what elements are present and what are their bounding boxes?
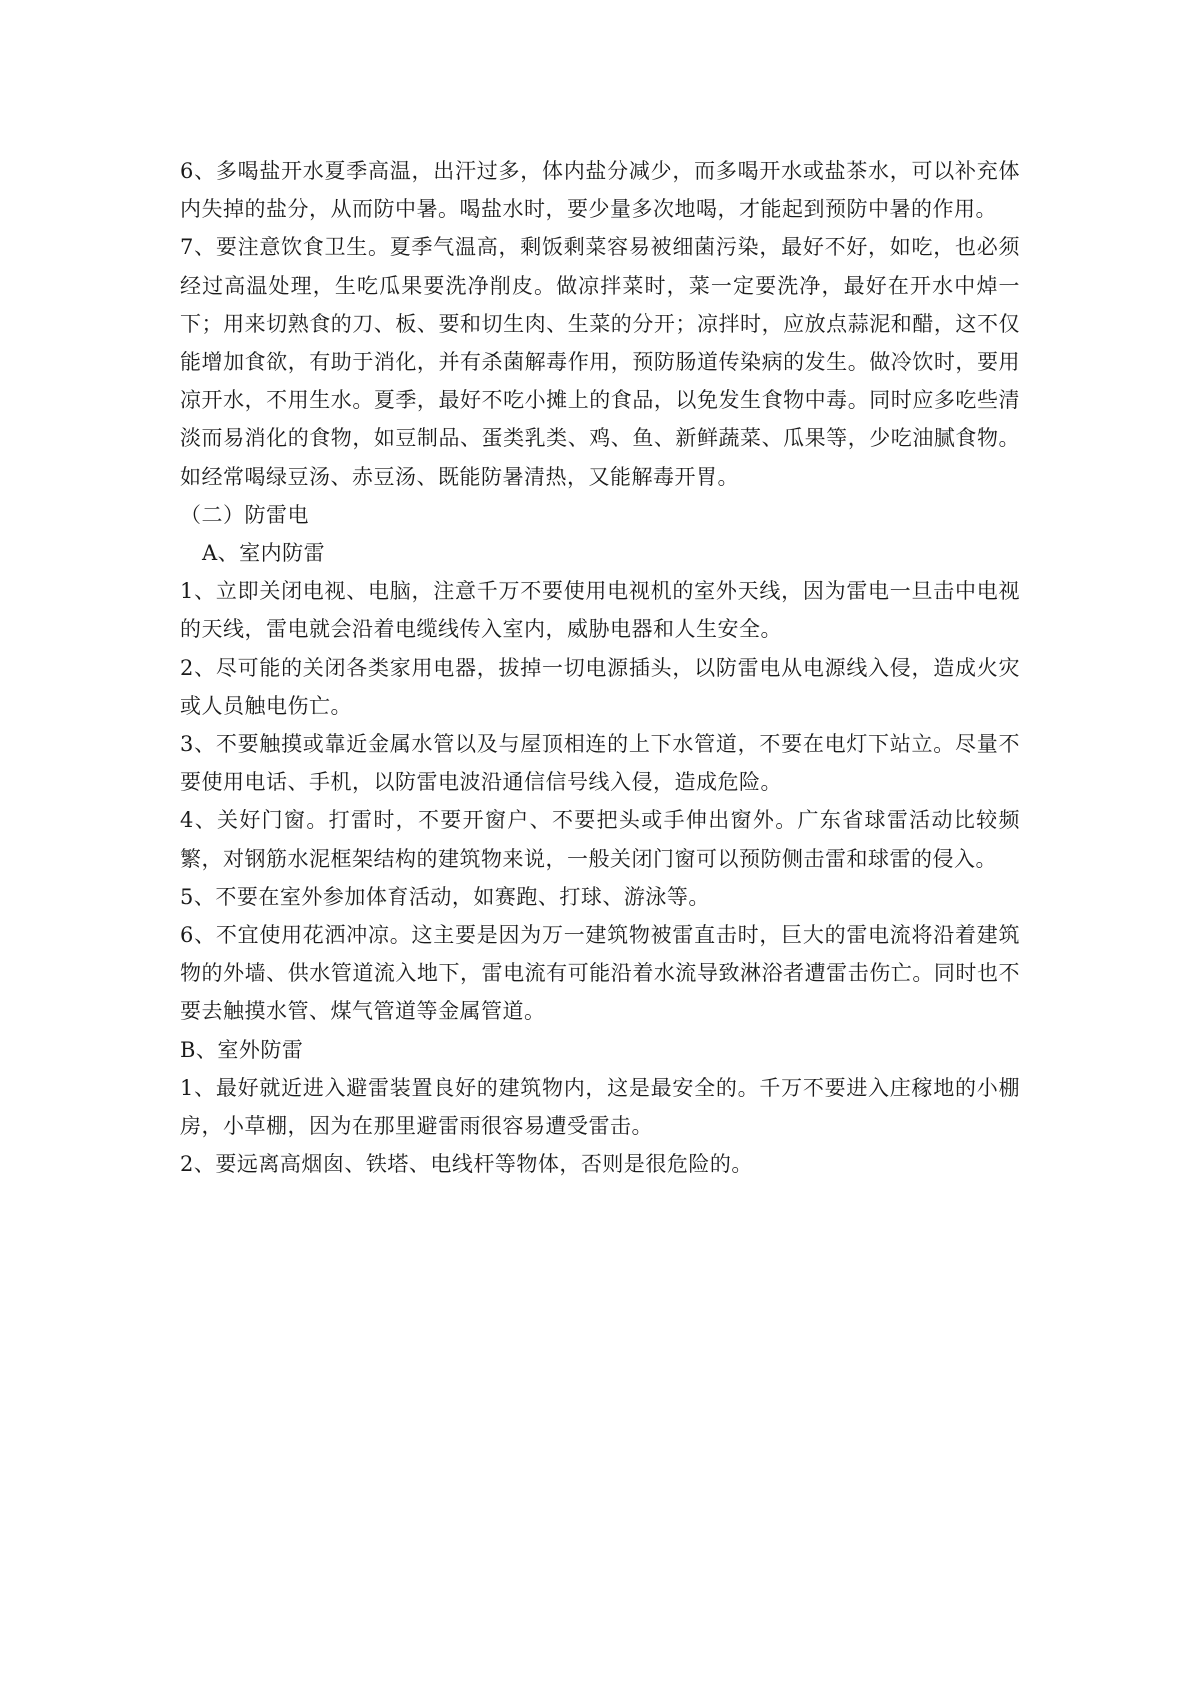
document-body [180,152,1020,1183]
paragraph-food-hygiene: 7、要注意饮食卫生。夏季气温高，剩饭剩菜容易被细菌污染，最好不好，如吃，也必须经过高温处理，生吃瓜果要洗净削皮。做凉拌菜时，菜一定要洗净，最好在开水中焯一下；用来切熟食的刀、板、要和切生肉、生菜的分开；凉拌时，应放点蒜泥和醋，这不仅能增加食欲，有助于消化，并有杀菌解毒作用，预防肠道传染病的发生。做冷饮时，要用凉开水，不用生水。夏季，最好不吃小摊上的食品，以免发生食物中毒。同时应多吃些清淡而易消化的食物，如豆制品、蛋类乳类、鸡、鱼、新鲜蔬菜、瓜果等，少吃油腻食物。如经常喝绿豆汤、赤豆汤、既能防暑清热，又能解毒开胃。 [180,235,1020,489]
paragraph-indoor-shower: 6、不宜使用花洒冲凉。这主要是因为万一建筑物被雷直击时，巨大的雷电流将沿着建筑物的外墙、供水管道流入地下，雷电流有可能沿着水流导致淋浴者遭雷击伤亡。同时也不要去触摸水管、煤气管道等金属管道。 [180,923,1020,1024]
paragraph-indoor-tv: 1、立即关闭电视、电脑，注意千万不要使用电视机的室外天线，因为雷电一旦击中电视的天线，雷电就会沿着电缆线传入室内，威胁电器和人生安全。 [180,579,1020,642]
paragraph-indoor-sports: 5、不要在室外参加体育活动，如赛跑、打球、游泳等。 [180,884,710,909]
subsection-heading-indoor: A、室内防雷 [202,541,326,566]
section-heading-lightning: （二）防雷电 [180,502,309,527]
paragraph-indoor-pipes: 3、不要触摸或靠近金属水管以及与屋顶相连的上下水管道，不要在电灯下站立。尽量不要使用电话、手机，以防雷电波沿通信信号线入侵，造成危险。 [180,732,1020,795]
paragraph-indoor-windows: 4、关好门窗。打雷时，不要开窗户、不要把头或手伸出窗外。广东省球雷活动比较频繁，对钢筋水泥框架结构的建筑物来说，一般关闭门窗可以预防侧击雷和球雷的侵入。 [180,808,1020,871]
paragraph-outdoor-towers: 2、要远离高烟囱、铁塔、电线杆等物体，否则是很危险的。 [180,1152,753,1177]
paragraph-heatstroke-salt-water: 6、多喝盐开水夏季高温，出汗过多，体内盐分减少，而多喝开水或盐茶水，可以补充体内失掉的盐分，从而防中暑。喝盐水时，要少量多次地喝，才能起到预防中暑的作用。 [180,159,1020,222]
paragraph-outdoor-shelter: 1、最好就近进入避雷装置良好的建筑物内，这是最安全的。千万不要进入庄稼地的小棚房，小草棚，因为在那里避雷雨很容易遭受雷击。 [180,1075,1020,1139]
subsection-heading-outdoor: B、室外防雷 [180,1037,304,1062]
paragraph-indoor-appliances: 2、尽可能的关闭各类家用电器，拔掉一切电源插头，以防雷电从电源线入侵，造成火灾或人员触电伤亡。 [180,655,1020,718]
